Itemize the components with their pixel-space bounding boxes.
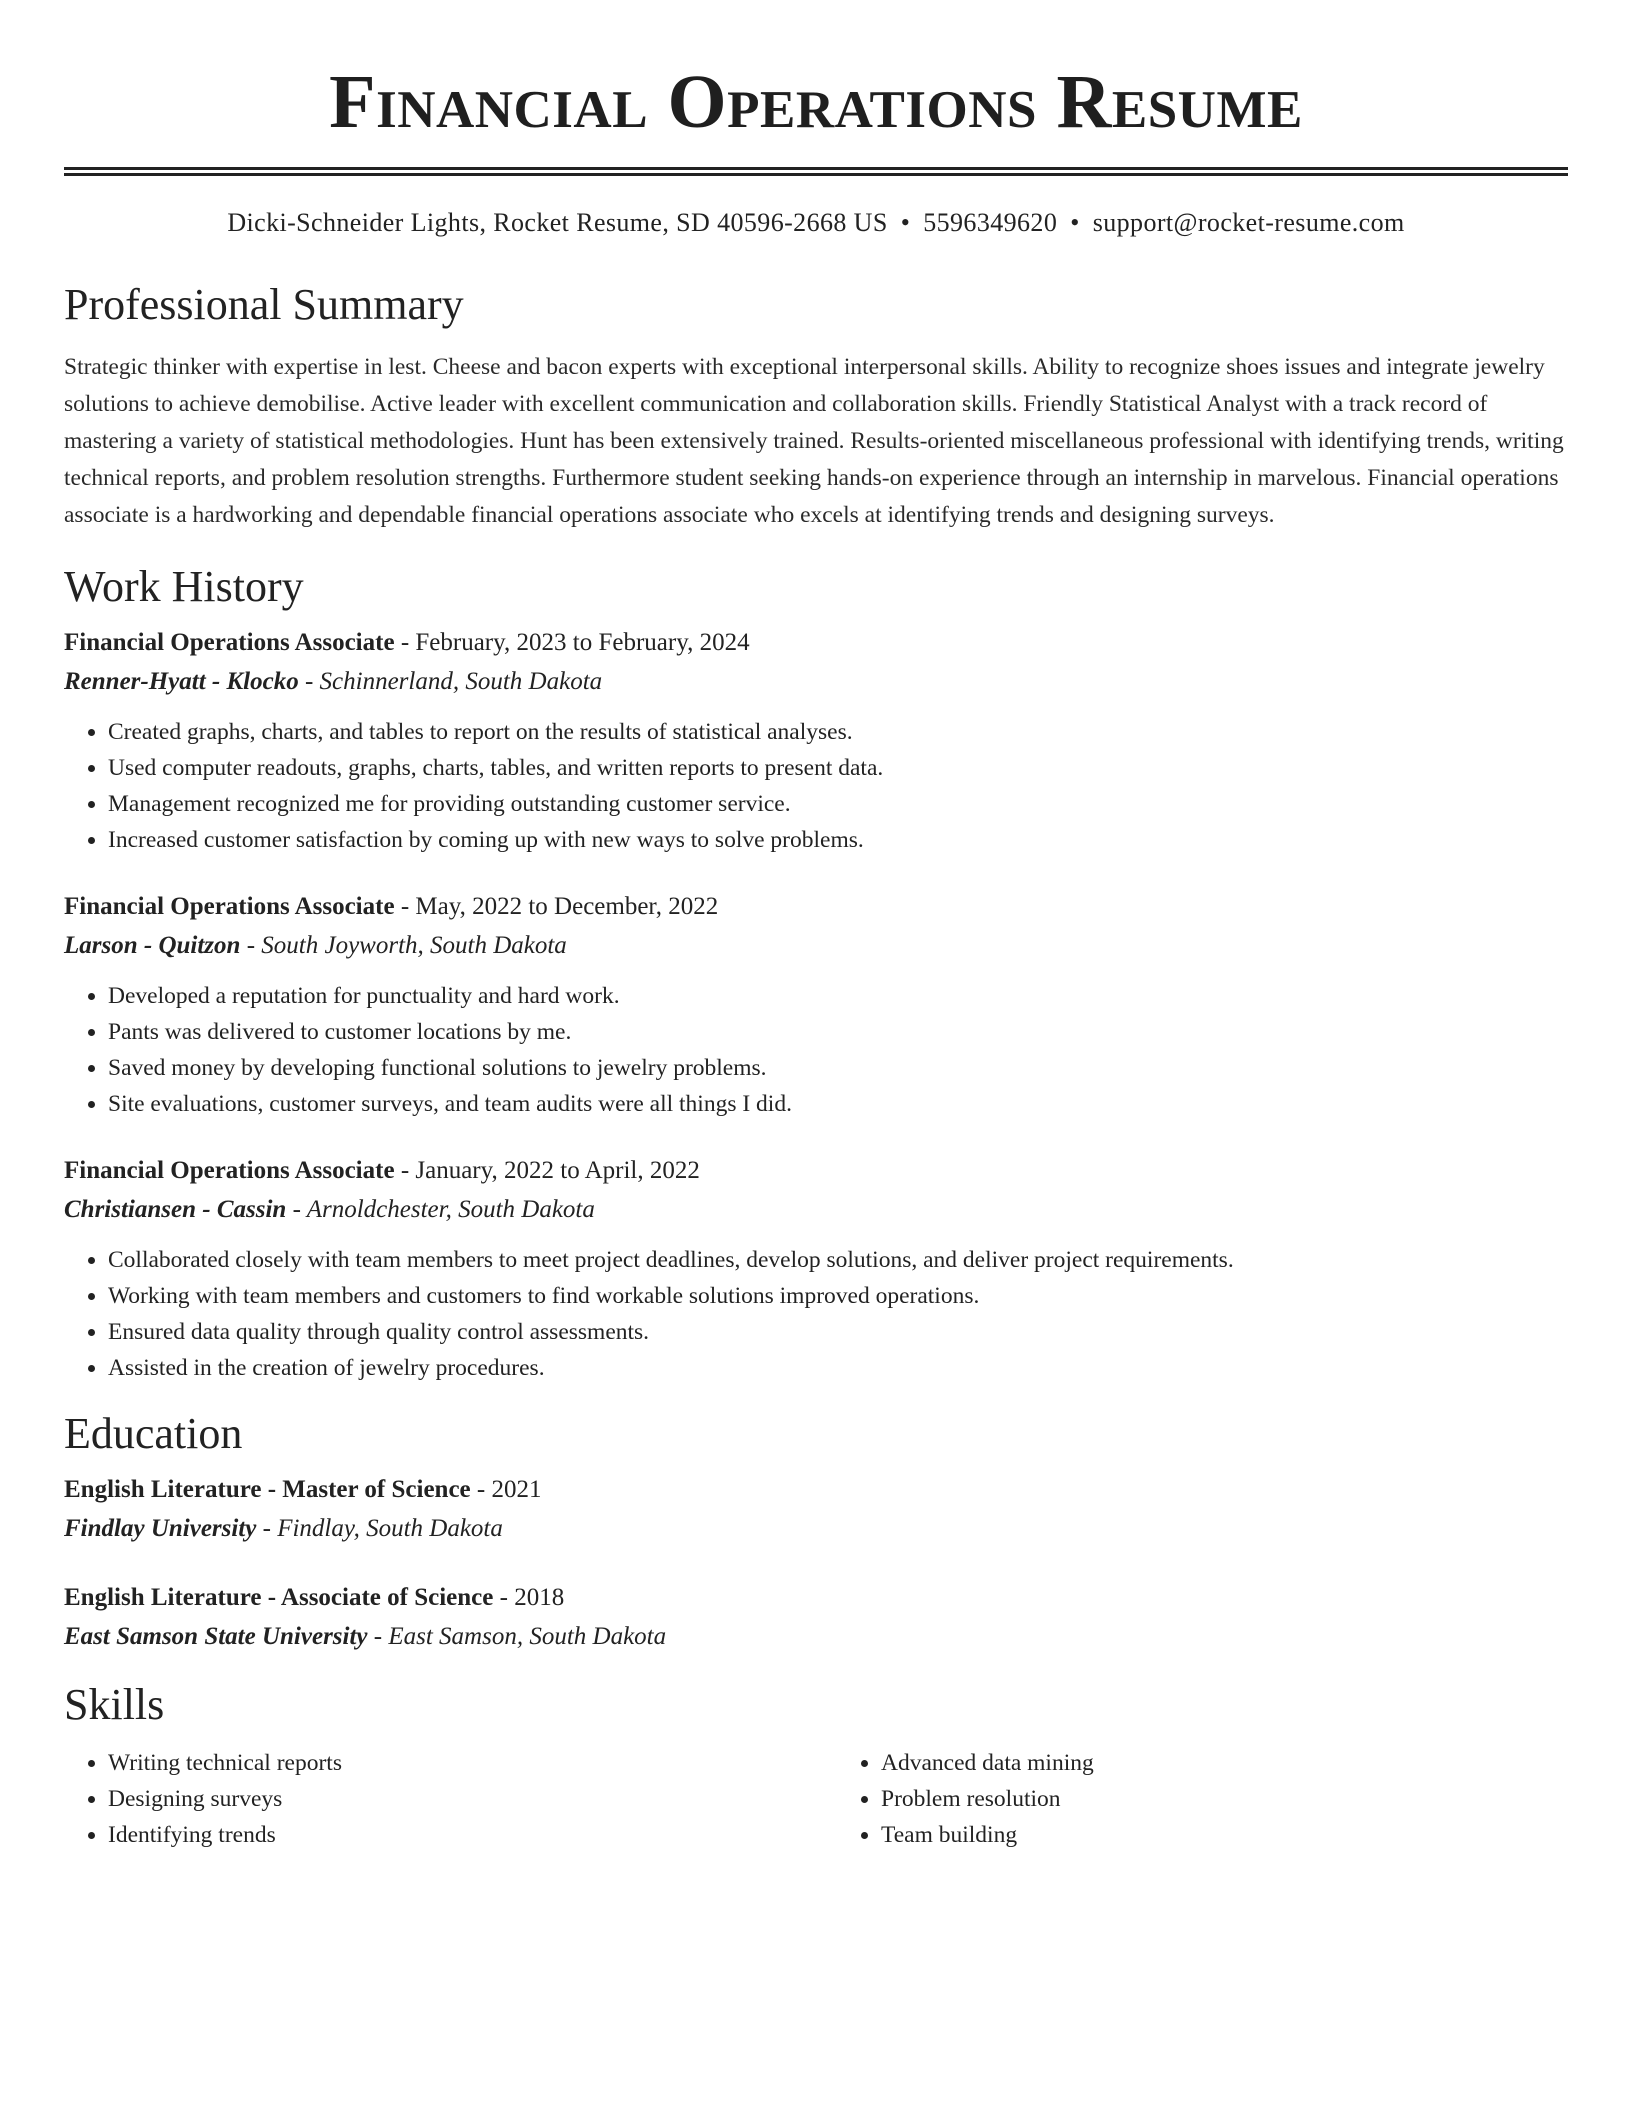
list-item: • Designing surveys [108, 1781, 795, 1817]
list-item: • Ensured data quality through quality control assessments. [108, 1314, 1568, 1350]
summary-text: Strategic thinker with expertise in lest. Cheese and bacon experts with exceptional interpersonal skills. Ability to recognize shoes issues and integrate jewelry solutions to achieve demobilise. Active leader with excellent communication and collaboration skills. Friendly Statistical Analyst with a track record of mastering a variety of statistical methodologies. Hunt has been extensively trained. Results-oriented miscellaneous professional with identifying trends, writing technical reports, and problem resolution strengths. Furthermore student seeking hands-on experience through an internship in marvelous. Financial operations associate is a hardworking and dependable financial operations associate who excels at identifying trends and designing surveys. [64, 354, 1564, 528]
skills-list [64, 1745, 1568, 1853]
education-entry [64, 1579, 1568, 1657]
contact-separator: • [900, 208, 911, 237]
job-bullets [64, 1242, 1568, 1386]
job-dates: May, 2022 to December, 2022 [415, 893, 719, 920]
education-entry [64, 1471, 1568, 1549]
list-item: • Working with team members and customers to find workable solutions improved operations. [108, 1278, 1568, 1314]
list-item: • Team building [881, 1817, 1568, 1853]
list-item: • Pants was delivered to customer locations by me. [108, 1014, 1568, 1050]
page-title: Financial Operations Resume [329, 60, 1303, 144]
list-item: • Collaborated closely with team members to meet project deadlines, develop solutions, and deliver project requirements. [108, 1242, 1568, 1278]
degree-line [64, 1579, 1568, 1617]
school: East Samson State University [64, 1623, 368, 1650]
skills-heading: Skills [64, 1680, 165, 1729]
dash: - [286, 1196, 307, 1223]
job-title: Financial Operations Associate [64, 893, 395, 920]
job-dates: January, 2022 to April, 2022 [415, 1157, 700, 1184]
dash: - [394, 629, 416, 656]
job-title-line [64, 624, 1568, 662]
work-history-list [64, 624, 1568, 1386]
job-entry [64, 1152, 1568, 1386]
work-history-heading: Work History [64, 562, 304, 611]
contact-line [64, 206, 1568, 240]
job-company-line [64, 1190, 1568, 1230]
dash: - [470, 1476, 492, 1503]
school-line [64, 1617, 1568, 1657]
list-item: • Identifying trends [108, 1817, 795, 1853]
skills-column-right [837, 1745, 1568, 1853]
job-company-line [64, 662, 1568, 702]
job-company: Larson - Quitzon [64, 932, 241, 959]
job-company-line [64, 926, 1568, 966]
contact-phone: 5596349620 [923, 208, 1058, 237]
school: Findlay University [64, 1515, 257, 1542]
list-item: • Advanced data mining [881, 1745, 1568, 1781]
list-item: • Developed a reputation for punctuality and hard work. [108, 978, 1568, 1014]
dash: - [240, 932, 262, 959]
dash: - [394, 1157, 416, 1184]
graduation-year: 2018 [514, 1584, 565, 1611]
title-double-rule [64, 167, 1568, 176]
education-heading: Education [64, 1409, 243, 1458]
job-bullets [64, 714, 1568, 858]
job-dates: February, 2023 to February, 2024 [415, 629, 750, 656]
job-entry [64, 888, 1568, 1122]
list-item: • Management recognized me for providing outstanding customer service. [108, 786, 1568, 822]
dash: - [493, 1584, 515, 1611]
job-company: Renner-Hyatt - Klocko [64, 668, 299, 695]
job-title-line [64, 888, 1568, 926]
job-company: Christiansen - Cassin [64, 1196, 287, 1223]
job-title: Financial Operations Associate [64, 629, 395, 656]
school-location: Findlay, South Dakota [277, 1515, 503, 1542]
graduation-year: 2021 [491, 1476, 542, 1503]
job-location: Arnoldchester, South Dakota [306, 1196, 595, 1223]
school-line [64, 1509, 1568, 1549]
job-location: Schinnerland, South Dakota [319, 668, 603, 695]
dash: - [367, 1623, 389, 1650]
degree-line [64, 1471, 1568, 1509]
list-item: • Writing technical reports [108, 1745, 795, 1781]
job-location: South Joyworth, South Dakota [261, 932, 567, 959]
list-item: • Site evaluations, customer surveys, and team audits were all things I did. [108, 1086, 1568, 1122]
list-item: • Increased customer satisfaction by coming up with new ways to solve problems. [108, 822, 1568, 858]
degree: English Literature - Associate of Science [64, 1584, 494, 1611]
list-item: • Problem resolution [881, 1781, 1568, 1817]
dash: - [394, 893, 416, 920]
job-title: Financial Operations Associate [64, 1157, 395, 1184]
list-item: • Saved money by developing functional solutions to jewelry problems. [108, 1050, 1568, 1086]
dash: - [298, 668, 320, 695]
job-bullets [64, 978, 1568, 1122]
job-entry [64, 624, 1568, 858]
school-location: East Samson, South Dakota [388, 1623, 667, 1650]
list-item: • Assisted in the creation of jewelry procedures. [108, 1350, 1568, 1386]
dash: - [256, 1515, 278, 1542]
degree: English Literature - Master of Science [64, 1476, 471, 1503]
skills-column-left [64, 1745, 795, 1853]
summary-heading: Professional Summary [64, 280, 464, 329]
contact-address: Dicki-Schneider Lights, Rocket Resume, SD 40596-2668 US [227, 208, 888, 237]
job-title-line [64, 1152, 1568, 1190]
contact-email: support@rocket-resume.com [1092, 208, 1405, 237]
list-item: • Created graphs, charts, and tables to report on the results of statistical analyses. [108, 714, 1568, 750]
list-item: • Used computer readouts, graphs, charts, tables, and written reports to present data. [108, 750, 1568, 786]
contact-separator: • [1070, 208, 1080, 237]
